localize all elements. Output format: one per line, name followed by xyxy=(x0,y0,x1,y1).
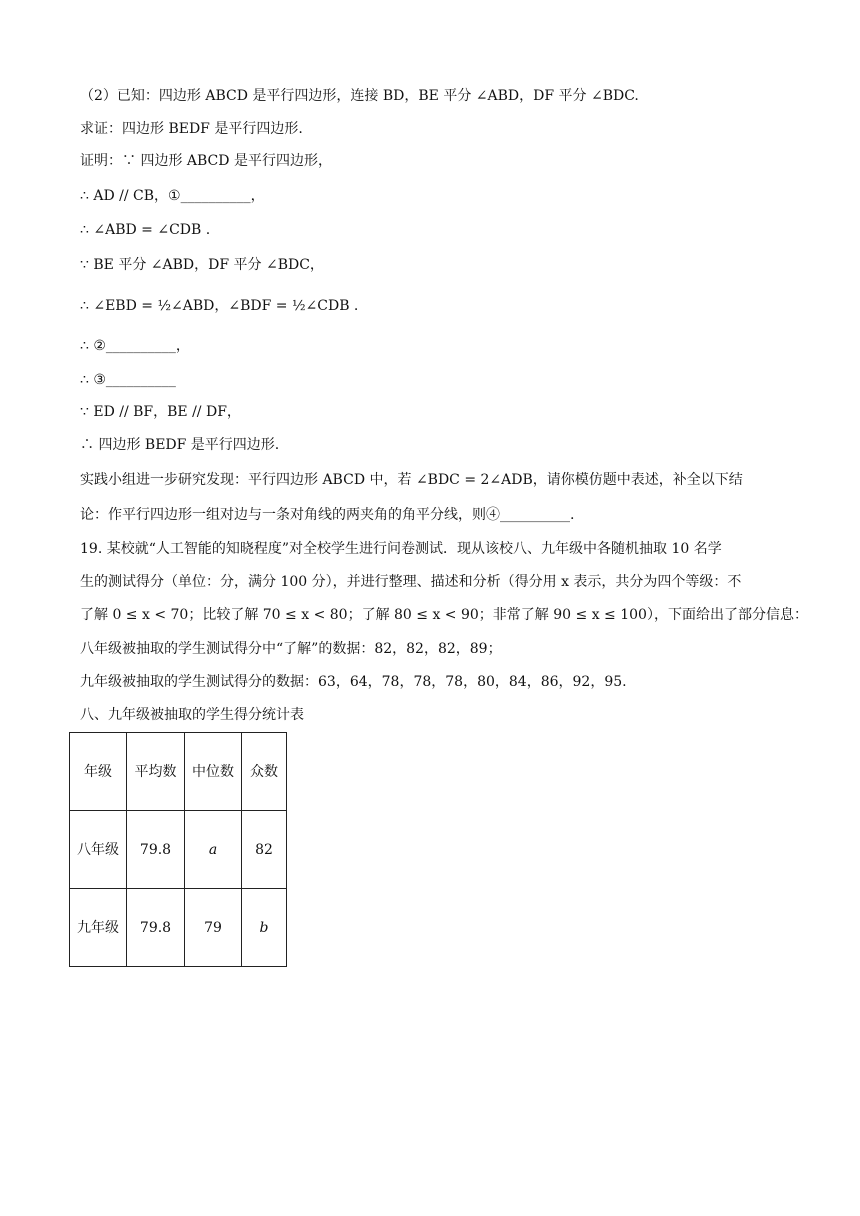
table-cell: 79.8 xyxy=(127,889,185,967)
header-median: 中位数 xyxy=(185,733,242,811)
text-line-6: ∵ BE 平分 ∠ABD，DF 平分 ∠BDC， xyxy=(80,257,324,273)
table-row xyxy=(70,811,287,889)
text-line-13: 论：作平行四边形一组对边与一条对角线的两夹角的角平分线，则④__________. xyxy=(80,507,575,523)
text-line-7: ∴ ∠EBD = ½∠ABD，∠BDF = ½∠CDB . xyxy=(80,298,359,314)
text-line-1: （2）已知：四边形 ABCD 是平行四边形，连接 BD，BE 平分 ∠ABD，DF 平分 ∠BDC. xyxy=(80,88,639,104)
text-line-5: ∴ ∠ABD = ∠CDB . xyxy=(80,222,211,238)
text-line-11: ∴ 四边形 BEDF 是平行四边形. xyxy=(80,437,280,453)
text-line-17: 八年级被抽取的学生测试得分中“了解”的数据：82，82，82，89； xyxy=(80,641,502,657)
text-line-14: 19. 某校就“人工智能的知晓程度”对全校学生进行问卷测试．现从该校八、九年级中各随机抽取 10 名学 xyxy=(80,541,722,557)
header-grade: 年级 xyxy=(70,733,127,811)
table-cell: 79.8 xyxy=(127,811,185,889)
table-cell: b xyxy=(242,889,287,967)
text-line-2: 求证：四边形 BEDF 是平行四边形. xyxy=(80,121,303,137)
text-line-8: ∴ ②__________， xyxy=(80,338,190,354)
score-stats-table xyxy=(69,732,287,967)
text-line-16: 了解 0 ≤ x < 70；比较了解 70 ≤ x < 80；了解 80 ≤ x < 90；非常了解 90 ≤ x ≤ 100），下面给出了部分信息： xyxy=(80,607,808,623)
table-cell: 79 xyxy=(185,889,242,967)
table-cell: a xyxy=(185,811,242,889)
header-mode: 众数 xyxy=(242,733,287,811)
table-cell: 82 xyxy=(242,811,287,889)
text-line-19: 八、九年级被抽取的学生得分统计表 xyxy=(80,707,304,723)
text-line-3: 证明：∵ 四边形 ABCD 是平行四边形， xyxy=(80,153,332,169)
text-line-12: 实践小组进一步研究发现：平行四边形 ABCD 中，若 ∠BDC = 2∠ADB，请你模仿题中表述，补全以下结 xyxy=(80,472,743,488)
table-cell: 九年级 xyxy=(70,889,127,967)
text-line-15: 生的测试得分（单位：分，满分 100 分），并进行整理、描述和分析（得分用 x 表示，共分为四个等级：不 xyxy=(80,574,742,590)
text-line-18: 九年级被抽取的学生测试得分的数据：63，64，78，78，78，80，84，86，92，95. xyxy=(80,674,627,690)
text-line-9: ∴ ③__________ xyxy=(80,372,176,388)
text-line-10: ∵ ED // BF，BE // DF， xyxy=(80,404,241,420)
table-header-row xyxy=(70,733,287,811)
table-row xyxy=(70,889,287,967)
text-line-4: ∴ AD // CB，①__________， xyxy=(80,188,265,204)
table-cell: 八年级 xyxy=(70,811,127,889)
header-mean: 平均数 xyxy=(127,733,185,811)
